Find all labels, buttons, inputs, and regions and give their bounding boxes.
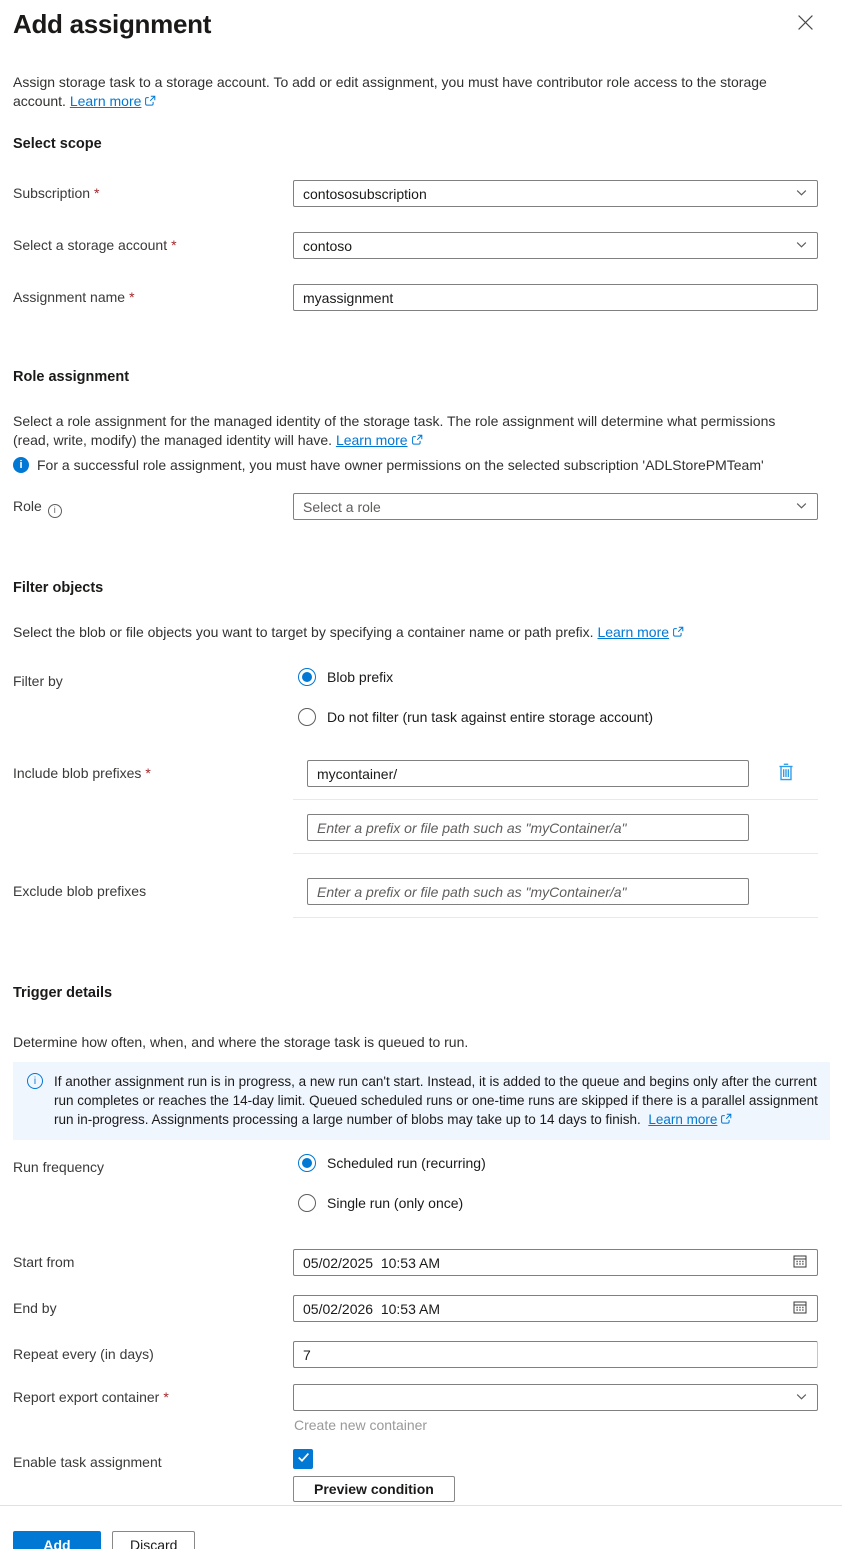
radio-blob-prefix[interactable] bbox=[298, 668, 818, 686]
intro-text bbox=[13, 73, 797, 112]
external-link-icon bbox=[144, 94, 156, 110]
external-link-icon bbox=[411, 433, 423, 449]
required-asterisk: * bbox=[171, 237, 177, 253]
intro-text-body: Assign storage task to a storage account. To add or edit assignment, you must have contributor role access to the storage account. bbox=[13, 74, 767, 109]
storage-account-dropdown[interactable] bbox=[293, 232, 818, 259]
add-button[interactable]: Add bbox=[13, 1531, 101, 1549]
role-info-text: For a successful role assignment, you must have owner permissions on the selected subscription 'ADLStorePMTeam' bbox=[37, 457, 764, 473]
create-new-container-link[interactable]: Create new container bbox=[294, 1417, 428, 1433]
intro-learn-more-link[interactable]: Learn more bbox=[69, 93, 142, 109]
trigger-infobox-body: If another assignment run is in progress, a new run can't start. Instead, it is added to the queue and begins only after the current run completes or reaches the 14-day limit. Queued scheduled runs or one-time runs are skipped if there is a parallel assignment run in-progress. Assignments processing a large number of blobs may take up to 14 days to finish. bbox=[54, 1074, 818, 1127]
report-container-row bbox=[13, 1384, 818, 1433]
subscription-label: Subscription * bbox=[13, 185, 100, 201]
trigger-infobox-text bbox=[54, 1072, 818, 1130]
filter-description bbox=[13, 623, 797, 643]
external-link-icon bbox=[720, 1113, 732, 1128]
run-frequency-row bbox=[13, 1154, 818, 1212]
required-asterisk: * bbox=[145, 765, 151, 781]
radio-scheduled-run-label: Scheduled run (recurring) bbox=[327, 1155, 486, 1171]
storage-account-row bbox=[13, 232, 818, 259]
section-heading-role-assignment: Role assignment bbox=[13, 369, 130, 385]
subscription-value: contososubscription bbox=[303, 185, 427, 202]
exclude-blob-prefixes-label: Exclude blob prefixes bbox=[13, 883, 147, 899]
subscription-row bbox=[13, 180, 818, 207]
info-tooltip-icon[interactable]: i bbox=[48, 504, 62, 518]
required-asterisk: * bbox=[94, 185, 100, 201]
section-heading-filter-objects: Filter objects bbox=[13, 580, 104, 596]
repeat-every-input[interactable] bbox=[293, 1341, 818, 1368]
footer-actions bbox=[13, 1531, 818, 1549]
start-from-input[interactable] bbox=[293, 1249, 818, 1276]
end-by-row bbox=[13, 1295, 818, 1322]
role-description-body: Select a role assignment for the managed identity of the storage task. The role assignment will determine what permissions (read, write, modify) the managed identity will have. bbox=[13, 413, 776, 448]
assignment-name-input[interactable] bbox=[293, 284, 818, 311]
start-from-label: Start from bbox=[13, 1254, 75, 1270]
page-title: Add assignment bbox=[13, 9, 212, 39]
delete-prefix-button[interactable] bbox=[778, 763, 794, 784]
start-from-row bbox=[13, 1249, 818, 1276]
include-prefix-input-2[interactable] bbox=[307, 814, 749, 841]
enable-task-checkbox[interactable] bbox=[293, 1449, 313, 1469]
trigger-infobox bbox=[13, 1062, 830, 1140]
include-blob-prefixes-row bbox=[13, 760, 818, 800]
radio-single-run-label: Single run (only once) bbox=[327, 1195, 464, 1211]
start-from-value: 05/02/2025 10:53 AM bbox=[303, 1254, 440, 1271]
repeat-every-label: Repeat every (in days) bbox=[13, 1346, 154, 1362]
role-label: Role i bbox=[13, 493, 293, 518]
close-button[interactable] bbox=[793, 10, 818, 38]
radio-do-not-filter[interactable] bbox=[298, 708, 818, 726]
run-frequency-label: Run frequency bbox=[13, 1159, 105, 1175]
exclude-prefix-input[interactable] bbox=[307, 878, 749, 905]
radio-do-not-filter-label: Do not filter (run task against entire storage account) bbox=[327, 709, 654, 725]
subscription-dropdown[interactable] bbox=[293, 180, 818, 207]
chevron-down-icon bbox=[795, 1390, 808, 1406]
assignment-name-row bbox=[13, 284, 818, 311]
calendar-icon[interactable] bbox=[792, 1299, 808, 1318]
storage-account-value: contoso bbox=[303, 237, 353, 254]
end-by-label: End by bbox=[13, 1300, 57, 1316]
report-container-dropdown[interactable] bbox=[293, 1384, 818, 1411]
role-description bbox=[13, 412, 797, 451]
trigger-description: Determine how often, when, and where the storage task is queued to run. bbox=[13, 1034, 469, 1050]
end-by-input[interactable] bbox=[293, 1295, 818, 1322]
trash-icon bbox=[778, 763, 794, 784]
include-blob-prefixes-row-2 bbox=[13, 814, 818, 854]
repeat-every-row bbox=[13, 1341, 818, 1368]
trigger-learn-more-link[interactable]: Learn more bbox=[648, 1112, 718, 1127]
discard-button[interactable]: Discard bbox=[112, 1531, 195, 1549]
radio-blob-prefix-label: Blob prefix bbox=[327, 669, 394, 685]
filter-by-label: Filter by bbox=[13, 673, 63, 689]
radio-scheduled-run[interactable] bbox=[298, 1154, 818, 1172]
required-asterisk: * bbox=[163, 1389, 169, 1405]
footer-divider bbox=[0, 1505, 842, 1506]
filter-by-row bbox=[13, 668, 818, 726]
info-outline-icon: i bbox=[27, 1073, 43, 1089]
exclude-blob-prefixes-row bbox=[13, 878, 818, 918]
chevron-down-icon bbox=[795, 499, 808, 515]
include-prefix-input-1[interactable] bbox=[307, 760, 749, 787]
radio-unselected-icon bbox=[298, 1194, 316, 1212]
radio-selected-icon bbox=[298, 668, 316, 686]
info-filled-icon: i bbox=[13, 457, 29, 473]
filter-description-body: Select the blob or file objects you want to target by specifying a container name or path prefix. bbox=[13, 624, 594, 640]
close-icon bbox=[797, 19, 814, 34]
include-blob-prefixes-label: Include blob prefixes * bbox=[13, 765, 151, 781]
section-heading-trigger-details: Trigger details bbox=[13, 985, 113, 1001]
storage-account-label: Select a storage account * bbox=[13, 237, 177, 253]
radio-unselected-icon bbox=[298, 708, 316, 726]
role-dropdown[interactable] bbox=[293, 493, 818, 520]
role-learn-more-link[interactable]: Learn more bbox=[335, 432, 408, 448]
chevron-down-icon bbox=[795, 238, 808, 254]
report-container-label: Report export container * bbox=[13, 1389, 169, 1405]
calendar-icon[interactable] bbox=[792, 1253, 808, 1272]
role-placeholder: Select a role bbox=[303, 498, 381, 515]
role-info-note bbox=[13, 456, 818, 475]
chevron-down-icon bbox=[795, 186, 808, 202]
assignment-name-label: Assignment name * bbox=[13, 289, 135, 305]
preview-condition-button[interactable]: Preview condition bbox=[293, 1476, 455, 1502]
radio-selected-icon bbox=[298, 1154, 316, 1172]
end-by-value: 05/02/2026 10:53 AM bbox=[303, 1300, 440, 1317]
enable-task-row bbox=[13, 1449, 818, 1502]
external-link-icon bbox=[672, 625, 684, 641]
required-asterisk: * bbox=[129, 289, 135, 305]
checkmark-icon bbox=[297, 1450, 310, 1468]
enable-task-label: Enable task assignment bbox=[13, 1454, 162, 1470]
role-row bbox=[13, 493, 818, 520]
radio-single-run[interactable] bbox=[298, 1194, 818, 1212]
section-heading-select-scope: Select scope bbox=[13, 136, 102, 152]
filter-learn-more-link[interactable]: Learn more bbox=[597, 624, 670, 640]
